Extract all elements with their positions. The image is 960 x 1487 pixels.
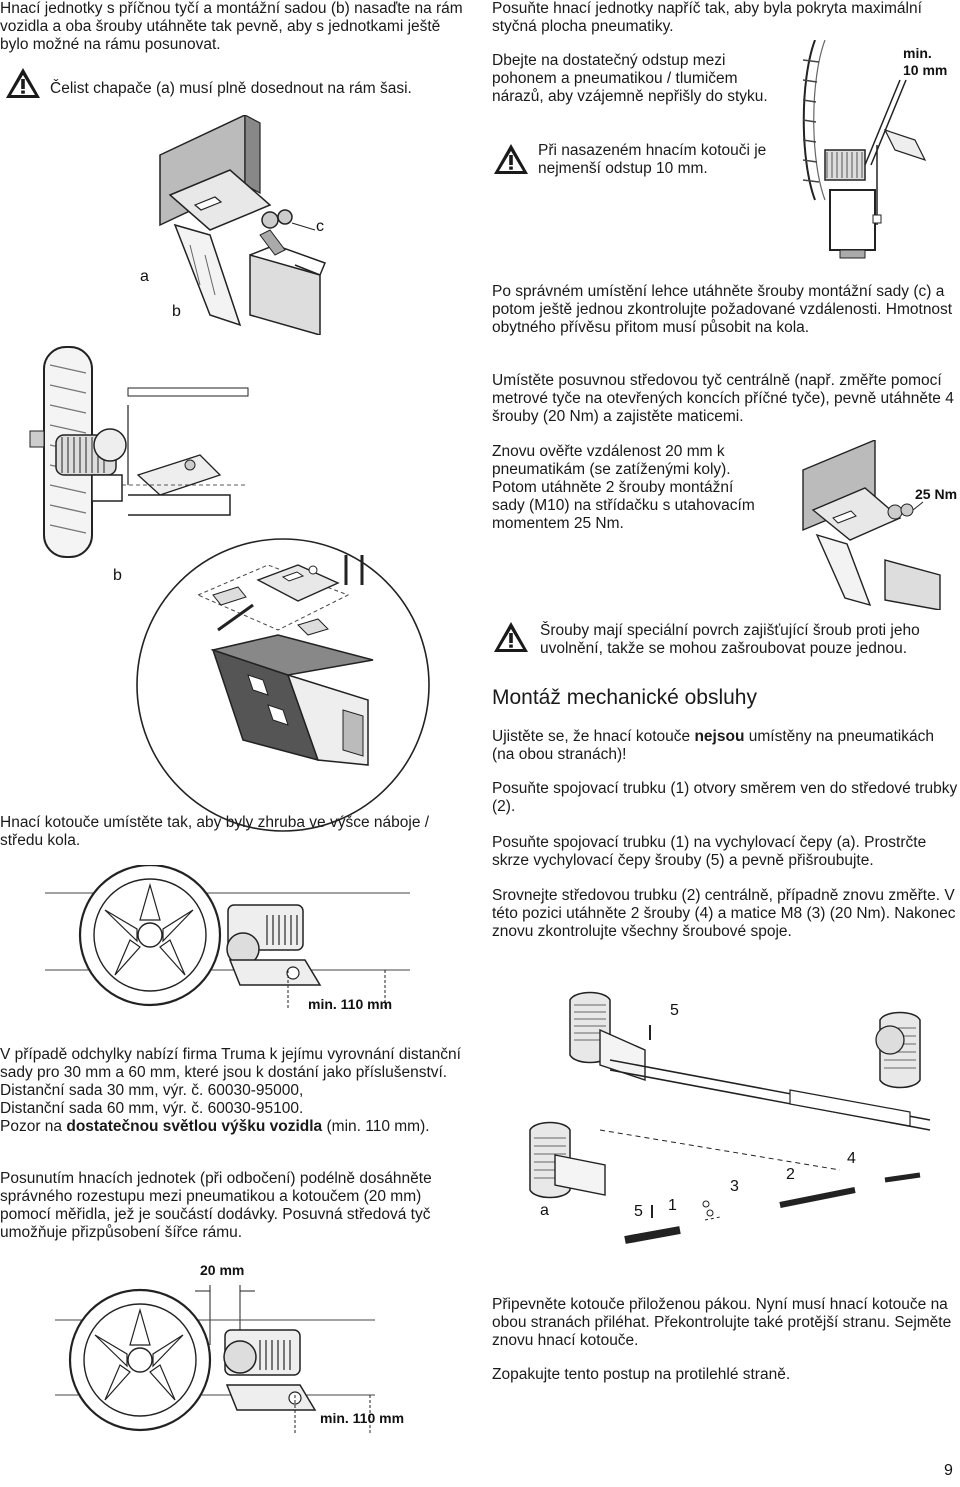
step3-text: Srovnejte středovou trubku (2) centrálně, případně znovu změřte. V této pozici utáhněte 2 šrouby (4) a matice M8 (3) (20 Nm). Nakonec znovu zkontrolujte všechny šroubové spoje.	[492, 887, 956, 940]
step2-text: Posuňte spojovací trubku (1) na vychylovací čepy (a). Prostrčte skrze vychylovací čepy šrouby (5) a pevně přišroubujte.	[492, 834, 927, 869]
section-title: Montáž mechanické obsluhy	[492, 686, 757, 709]
wheel-height-figure	[45, 865, 410, 1010]
label-3: 3	[730, 1178, 739, 1195]
warning-jaw-text: Čelist chapače (a) musí plně dosednout na rám šasi.	[50, 80, 412, 97]
label-c: c	[316, 218, 324, 235]
torque-bracket-figure	[795, 440, 960, 610]
label-1: 1	[668, 1197, 677, 1214]
label-a: a	[140, 268, 149, 285]
mechanical-assembly-figure	[510, 980, 960, 1260]
warning-icon	[492, 142, 530, 176]
label-b: b	[113, 567, 122, 584]
step4-text: Připevněte kotouče přiloženou pákou. Nyní musí hnací kotouče na obou stranách přiléhat. Překontrolujte také protější stranu. Sejměte znovu hnací kotouče.	[492, 1296, 952, 1349]
label-20mm: 20 mm	[200, 1262, 245, 1278]
step1-text: Posuňte spojovací trubku (1) otvory směrem ven do středové trubky (2).	[492, 780, 958, 815]
label-4: 4	[847, 1150, 856, 1167]
warning-gap-text: Při nasazeném hnacím kotouči je nejmenší odstup 10 mm.	[538, 142, 767, 177]
label-b: b	[172, 303, 181, 320]
push-text: Posuňte hnací jednotky napříč tak, aby byla pokryta maximální styčná plocha pneumatiky.	[492, 0, 922, 35]
step5-text: Zopakujte tento postup na protilehlé straně.	[492, 1366, 791, 1383]
center-text: Umístěte posuvnou středovou tyč centrálně (např. změřte pomocí metrové tyče na otevřených koncích příčné tyče), pevně utáhněte 4 šrouby (20 Nm) a zajistěte maticemi.	[492, 372, 954, 425]
exploded-kit-figure	[118, 535, 448, 835]
label-a: a	[540, 1202, 549, 1219]
warning-icon	[492, 620, 530, 654]
label-min-110mm-top: min. 110 mm	[308, 996, 393, 1012]
ensure-text: Ujistěte se, že hnací kotouče nejsou umístěny na pneumatikách (na obou stranách)!	[492, 728, 934, 763]
spacing-text: Posunutím hnacích jednotek (při odbočení) podélně dosáhněte správného rozestupu mezi pneumatikou a kotoučem (20 mm) pomocí měřidla, jež je součástí dodávky. Posuvná středová tyč umožňuje přizpůsobení šířce rámu.	[0, 1170, 432, 1241]
label-min-10mm: min. 10 mm	[903, 45, 948, 78]
intro-text: Hnací jednotky s příčnou tyčí a montážní sadou (b) nasaďte na rám vozidla a oba šrouby utáhněte tak pevně, aby s jednotkami ještě bylo možné na rámu posunovat.	[0, 0, 463, 53]
tighten-text: Po správném umístění lehce utáhněte šrouby montážní sady (c) a potom ještě jednou zkontrolujte požadované vzdálenosti. Hmotnost obytného přívěsu přitom musí působit na kola.	[492, 283, 953, 336]
page-number: 9	[944, 1462, 953, 1479]
wheel-drive-side-figure	[20, 345, 270, 565]
label-min-110mm-bottom: min. 110 mm	[320, 1410, 405, 1426]
warning-icon	[4, 66, 42, 100]
label-2: 2	[786, 1166, 795, 1183]
warning-screws-text: Šrouby mají speciální povrch zajišťující šroub proti jeho uvolnění, takže se mohou zašroubovat pouze jednou.	[540, 622, 920, 657]
label-5-bottom: 5	[634, 1203, 643, 1220]
wheel-position-text: Hnací kotouče umístěte tak, aby byly zhruba ve výšce náboje / středu kola.	[0, 814, 430, 849]
label-5-top: 5	[670, 1002, 679, 1019]
label-25nm: 25 Nm	[915, 486, 958, 502]
gap-text: Dbejte na dostatečný odstup mezi pohonem a pneumatikou / tlumičem nárazů, aby vzájemně nepřišly do styku.	[492, 52, 768, 105]
verify-text: Znovu ověřte vzdálenost 20 mm k pneumatikám (se zatíženými koly). Potom utáhněte 2 šrouby montážní sady (M10) na střídačku s utahovacím momentem 25 Nm.	[492, 443, 755, 532]
deviation-text: V případě odchylky nabízí firma Truma k jejímu vyrovnání distanční sady pro 30 mm a 60 mm, které jsou k dostání jako příslušenství. Distanční sada 30 mm, výr. č. 60030-95000, Distanční sada 60 mm, výr. č. 60030-95100. Pozor na dostatečnou světlou výšku vozidla (min. 110 mm).	[0, 1046, 461, 1135]
